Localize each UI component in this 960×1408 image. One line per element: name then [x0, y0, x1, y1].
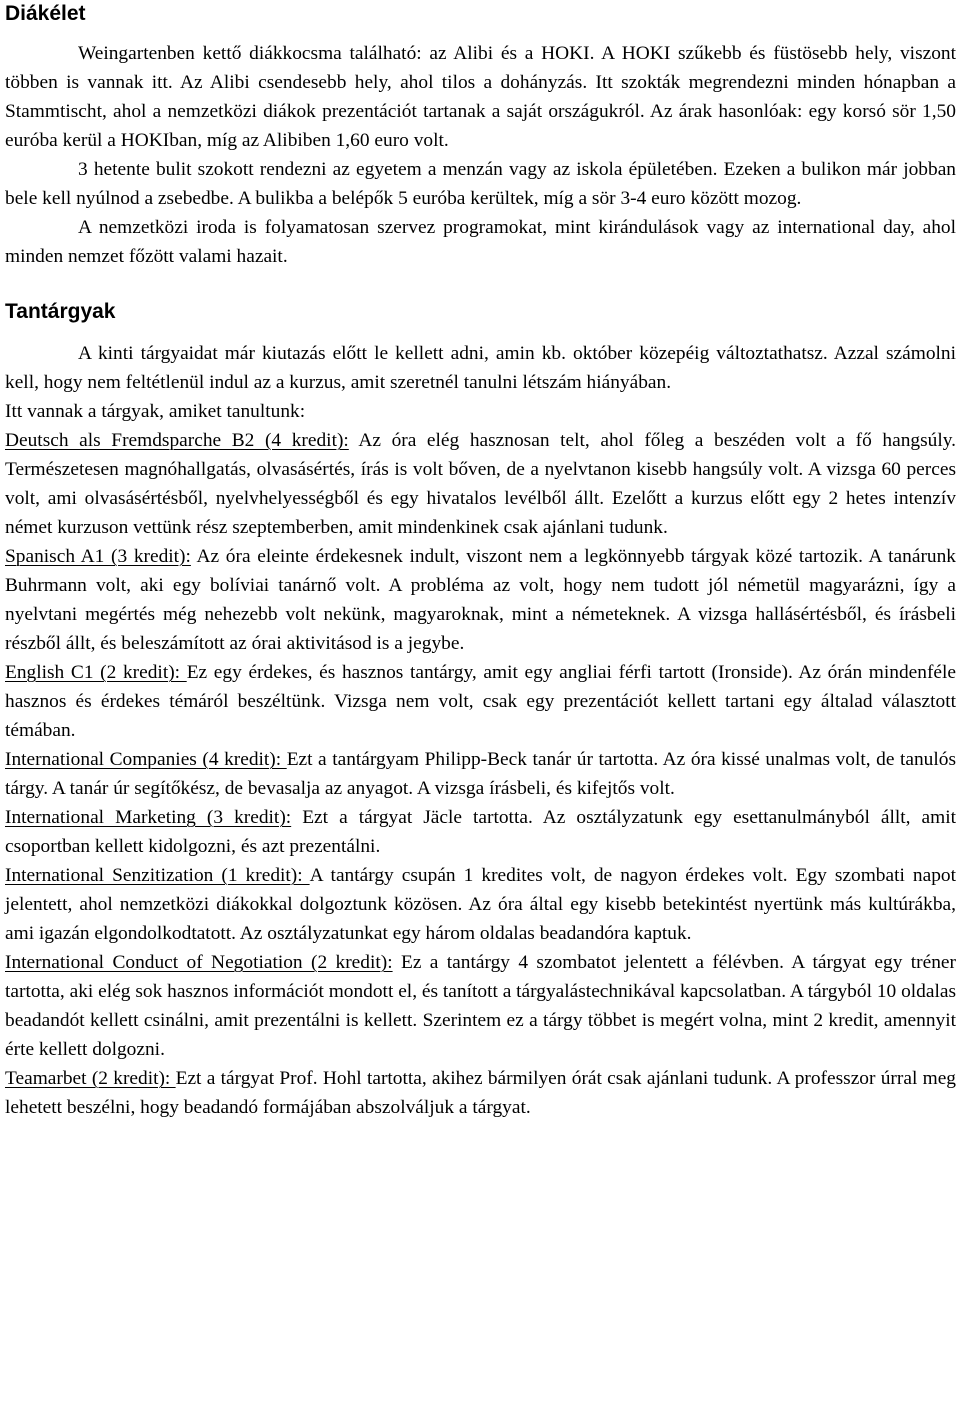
spacer [5, 271, 956, 299]
course-paragraph [5, 948, 956, 1064]
course-description: Az óra eleinte érdekesnek indult, viszont nem a legkönnyebb tárgyak közé tartozik. A tanárunk Buhrmann volt, aki egy bolíviai tanárnő volt. A probléma az volt, hogy nem tudott jól németül magyarázni, így a nyelvtani megértés még nehezebb volt nekünk, magyaroknak, mint a németeknek. A vizsga hallásértésből, és írásbeli részből állt, és beleszámított az órai aktivitásod is a jegybe. [5, 546, 956, 654]
section-title-diakelet: Diákélet [5, 2, 86, 25]
course-name: Teamarbet (2 kredit): [5, 1068, 176, 1089]
course-name: International Marketing (3 kredit): [5, 807, 292, 828]
course-name: English C1 (2 kredit): [5, 662, 187, 683]
course-description: Ezt a tárgyat Prof. Hohl tartotta, akihez bármilyen órát csak ajánlani tudunk. A professzor úrral meg lehetett beszélni, hogy beadandó formájában abszolváljuk a tárgyat. [5, 1068, 956, 1118]
course-paragraph [5, 1064, 956, 1122]
course-paragraph [5, 745, 956, 803]
course-description: Ez a tantárgy 4 szombatot jelentett a félévben. A tárgyat egy tréner tartotta, aki elég sok hasznos információt mondott el, és tanított a tárgyalástechnikával kapcsolatban. A tárgyból 10 oldalas beadandót kellett csinálni, amit prezentálni is kellett. Szerintem ez a tárgy többet is megért volna, mint 2 kredit, amennyit érte kellett dolgozni. [5, 952, 956, 1060]
course-name: International Senzitization (1 kredit): [5, 865, 310, 886]
spacer [5, 325, 956, 339]
course-description: Ez egy érdekes, és hasznos tantárgy, amit egy angliai férfi tartott (Ironside). Az órán mindenféle hasznos és érdekes témáról beszéltünk. Vizsga nem volt, csak egy prezentációt kellett tartani egy általad választott témában. [5, 662, 957, 741]
course-description: Ezt a tárgyat Jäcle tartotta. Az osztályzatunk egy esettanulmányból állt, amit csoportban kellett kidolgozni, és azt prezentálni. [5, 807, 956, 857]
course-paragraph [5, 861, 956, 948]
paragraph-kocsmak: Weingartenben kettő diákkocsma található: az Alibi és a HOKI. A HOKI szűkebb és füstösebb hely, viszont többen is vannak itt. Az Alibi csendesebb hely, ahol tilos a dohányzás. Itt szokták megrendezni minden hónapban a Stammtischt, ahol a nemzetközi diákok prezentációt tartanak a saját országukról. Az árak hasonlóak: egy korsó sör 1,50 euróba kerül a HOKIban, míg az Alibiben 1,60 euro volt. [5, 43, 956, 151]
course-description: Ezt a tantárgyam Philipp-Beck tanár úr tartotta. Az óra kissé unalmas volt, de tanulós tárgy. A tanár úr segítőkész, de bevasalja az anyagot. A vizsga írásbeli, és kifejtős volt. [5, 749, 956, 799]
course-paragraph [5, 542, 956, 658]
course-name: International Companies (4 kredit): [5, 749, 287, 770]
paragraph-nemzetkozi-iroda: A nemzetközi iroda is folyamatosan szervez programokat, mint kirándulások vagy az international day, ahol minden nemzet főzött valami hazait. [5, 217, 956, 267]
paragraph-bulik: 3 hetente bulit szokott rendezni az egyetem a menzán vagy az iskola épületében. Ezeken a bulikon már jobban bele kell nyúlnod a zsebedbe. A bulikba a belépők 5 euróba kerültek, míg a sör 3-4 euro között mozog. [5, 159, 956, 209]
course-name: International Conduct of Negotiation (2 kredit): [5, 952, 393, 973]
course-paragraph [5, 426, 956, 542]
paragraph-tantargyak-intro: A kinti tárgyaidat már kiutazás előtt le kellett adni, amin kb. október közepéig változtathatsz. Azzal számolni kell, hogy nem feltétlenül indul az a kurzus, amit szeretnél tanulni létszám hiányában. [5, 343, 956, 393]
course-description: A tantárgy csupán 1 kredites volt, de nagyon érdekes volt. Egy szombati napot jelentett, ahol nemzetközi diákokkal dolgoztunk közösen. Az óra által egy kisebb betekintést nyertünk más kultúrákba, ami igazán elgondolkodtatott. Az osztályzatunkat egy három oldalas beadandóra kaptuk. [5, 865, 956, 944]
course-paragraph [5, 658, 956, 745]
paragraph-list-intro: Itt vannak a tárgyak, amiket tanultunk: [5, 401, 306, 422]
section-title-tantargyak: Tantárgyak [5, 300, 116, 323]
course-name: Spanisch A1 (3 kredit): [5, 546, 191, 567]
course-description: Az óra elég hasznosan telt, ahol főleg a beszéden volt a fő hangsúly. Természetesen magnóhallgatás, olvasásértés, írás is volt bőven, de a nyelvtanon kisebb hangsúly volt. A vizsga 60 perces volt, ami olvasásértésből, nyelvhelyességből és egy hivatalos levélből állt. Ezelőtt a kurzus előtt egy 2 hetes intenzív német kurzuson vettünk rész szeptemberben, amit mindenkinek csak ajánlani tudunk. [5, 430, 957, 538]
course-paragraph [5, 803, 956, 861]
course-name: Deutsch als Fremdsparche B2 (4 kredit): [5, 430, 349, 451]
